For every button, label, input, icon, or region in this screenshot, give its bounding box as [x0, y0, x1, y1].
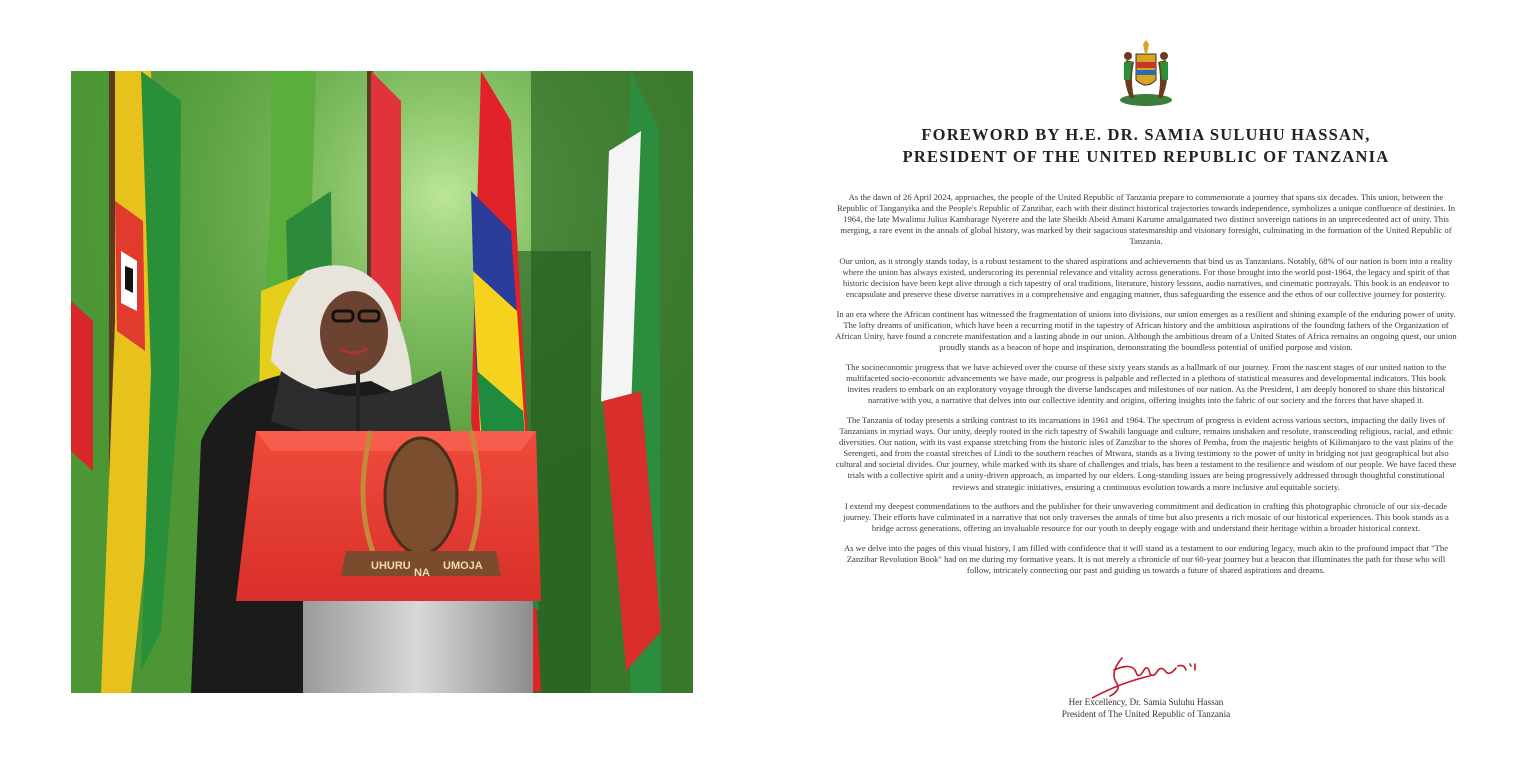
signatory-name: Her Excellency, Dr. Samia Suluhu Hassan — [1068, 697, 1224, 707]
foreword-body — [834, 192, 1458, 585]
signature-block — [830, 697, 1462, 720]
paragraph: Our union, as it strongly stands today, is a robust testament to the shared aspirations and achievements that bind us as Tanzanians. Notably, 68% of our nation is born into a reality where the union has always existed, underscoring its perennial relevance and vitality across generations. For those brought into the world post-1964, the legacy and spirit of that historic decision have been kept alive through a rich tapestry of oral traditions, literature, history lessons, audio narratives, and cinematic portrayals. This book is an endeavor to encapsulate and preserve these diverse narratives in a comprehensive and engaging manner, thus safeguarding the essence and the ethos of our collective journey for posterity. — [839, 256, 1453, 300]
paragraph: As the dawn of 26 April 2024, approaches, the people of the United Republic of Tanzania prepare to commemorate a journey that spans six decades. This union, between the Republic of Tanganyika and the People's Republic of Zanzibar, each with their distinct historical trajectories towards independence, symbolizes a unique confluence of destinies. In 1964, the late Mwalimu Julius Kambarage Nyerere and the late Sheikh Abeid Amani Karume amalgamated two distinct sovereign nations in an unprecedented act of unity. This merging, a rare event in the annals of global history, was marked by their sagacious statesmanship and visionary foresight, culminating in the formation of the United Republic of Tanzania. — [836, 192, 1456, 247]
photo-illustration — [71, 71, 693, 693]
podium-motto-center: NA — [414, 567, 430, 579]
paragraph: The Tanzania of today presents a striking contrast to its incarnations in 1961 and 1964. The spectrum of progress is evident across various sectors, impacting the daily lives of Tanzanians in myriad ways. Our unity, deeply rooted in the rich tapestry of Swahili language and culture, remains unshaken and resolute, transcending religious, racial, and ethnic diversities. Our nation, with its vast expanse stretching from the historic isles of Zanzibar to the shores of Pemba, from the majestic heights of Kilimanjaro to the vast plains of the Serengeti, and from the coastal stretches of Lindi to the southern reaches of Mtwara, stands as a living testimony to the power of unity in bridging not just geographical but also cultural and societal divides. Our journey, while marked with its share of challenges and trials, has been a testament to the resilience and wisdom of our people. We have faced these trials with a collective spirit and a unity-driven approach, as imparted by our elders. Long-standing issues are being progressively addressed through thoughtful constitutional reviews and strategic initiatives, ensuring a continuous evolution towards a more inclusive and equitable society. — [835, 414, 1457, 492]
president-speaking-photo — [71, 71, 693, 693]
page-title — [830, 124, 1462, 168]
paragraph: The socioeconomic progress that we have achieved over the course of these sixty years stands as a hallmark of our journey. From the nascent stages of our united nation to the multifaceted socio-economic advancements we have made, our progress is palpable and reflected in a plethora of statistical measures and developmental indicators. This book invites readers to embark on an exploratory voyage through the diverse landscapes and milestones of our nation. As the President, I am deeply honored to share this historical narrative with you, a narrative that delves into our collective identity and origins, offering insights into the fabric of our society and the forces that have shaped it. — [845, 362, 1447, 406]
coat-of-arms-icon — [1116, 40, 1176, 108]
paragraph: I extend my deepest commendations to the authors and the publisher for their unwavering commitment and dedication in crafting this photographic chronicle of our six-decade journey. Their efforts have culminated in a narrative that not only traverses the annals of time but also presents a rich mosaic of our historical experiences. This book stands as a bridge across generations, offering an invaluable resource for our youth to deeply engage with and understand their heritage within a broader historical context. — [843, 501, 1449, 534]
title-line-2: PRESIDENT OF THE UNITED REPUBLIC OF TANZANIA — [902, 147, 1390, 166]
podium-motto-right: UMOJA — [443, 560, 483, 572]
podium-motto-left: UHURU — [371, 560, 411, 572]
paragraph: As we delve into the pages of this visual history, I am filled with confidence that it will stand as a testament to our enduring legacy, much akin to the profound impact that "The Zanzibar Revolution Book" had on me during my formative years. It is not merely a chronicle of our 60-year journey but a beacon that illuminates the path for those who will follow, intricately connecting our past and guiding us towards a future of shared aspirations and dreams. — [843, 543, 1449, 576]
signatory-title: President of The United Republic of Tanzania — [1061, 708, 1231, 719]
title-line-1: FOREWORD BY H.E. DR. SAMIA SULUHU HASSAN, — [921, 125, 1371, 144]
foreword-page — [830, 36, 1462, 736]
handwritten-signature — [1092, 652, 1202, 700]
paragraph: In an era where the African continent has witnessed the fragmentation of unions into divisions, our union emerges as a resilient and shining example of the enduring power of unity. The lofty dreams of unification, which have been a recurring motif in the tapestry of African history and the ambitious aspirations of the founding fathers of the Organization of African Unity, have found a concrete manifestation and a lasting abode in our union. Although the ambitious dream of a United States of Africa remains an ongoing quest, our union proudly stands as a beacon of hope and inspiration, demonstrating the boundless potential of unified purpose and vision. — [835, 309, 1457, 353]
